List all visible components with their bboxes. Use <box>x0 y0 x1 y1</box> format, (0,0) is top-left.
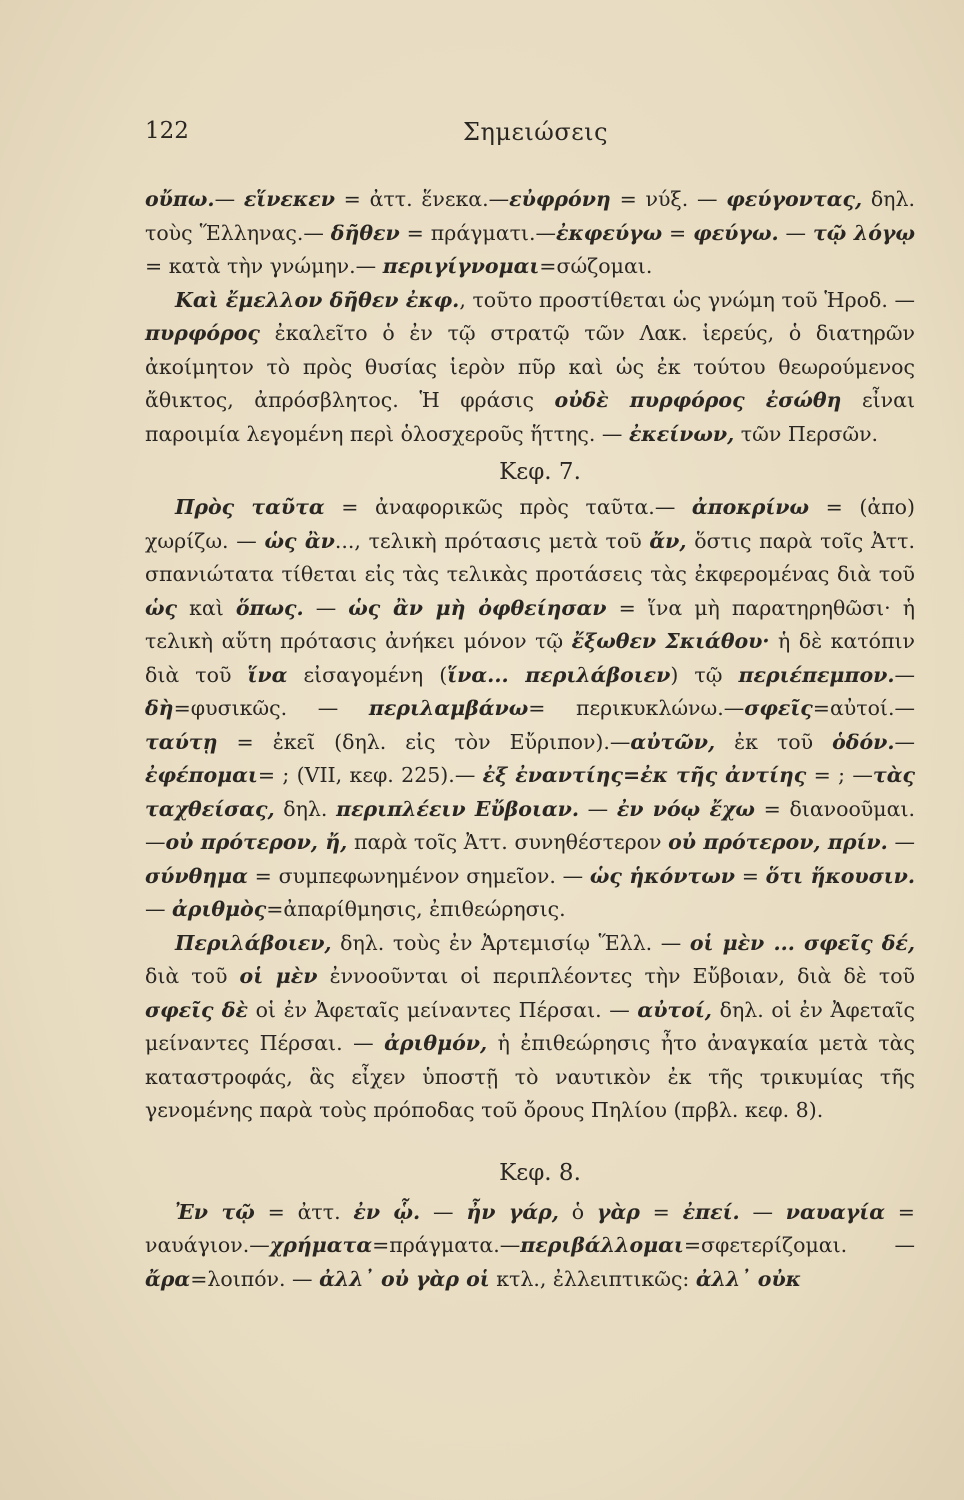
chapter-8-heading: Κεφ. 8. <box>499 1159 581 1186</box>
page-body <box>145 183 915 1296</box>
chapter-8-paragraph-1: Ἐν τῷ = ἀττ. ἐν ᾧ. — ἦν γάρ, ὁ γὰρ = ἐπεί. — ναυαγία = ναυάγιον.—χρήματα=πράγματα.—περιβάλλομαι=σφετερίζομαι. —ἄρα=λοιπόν. — ἀλλ᾽ οὐ γὰρ οἱ κτλ., ἐλλειπτικῶς: ἀλλ᾽ οὐκ <box>145 1199 915 1291</box>
page-number: 122 <box>145 118 189 144</box>
page-header <box>145 118 914 158</box>
chapter-7-paragraph-1: Πρὸς ταῦτα = ἀναφορικῶς πρὸς ταῦτα.— ἀποκρίνω = (ἀπο) χωρίζω. — ὡς ἂν..., τελικὴ πρότασις μετὰ τοῦ ἄν, ὅστις παρὰ τοῖς Ἀττ. σπανιώτατα τίθεται εἰς τὰς τελικὰς προτάσεις τὰς ἐκφερομένας διὰ τοῦ ὡς καὶ ὅπως. — ὡς ἂν μὴ ὀφθείησαν = ἵνα μὴ παρατηρηθῶσι· ἡ τελικὴ αὕτη πρότασις ἀνήκει μόνον τῷ ἔξωθεν Σκιάθου· ἡ δὲ κατόπιν διὰ τοῦ ἵνα εἰσαγομένη (ἵνα... περιλάβοιεν) τῷ περιέπεμπον.— δὴ=φυσικῶς. — περιλαμβάνω= περικυκλώνω.—σφεῖς=αὐτοί.—ταύτῃ = ἐκεῖ (δηλ. εἰς τὸν Εὔριπον).—αὐτῶν, ἐκ τοῦ ὁδόν.—ἐφέπομαι= ; (VII, κεφ. 225).— ἐξ ἐναντίης=ἐκ τῆς ἀντίης = ; —τὰς ταχθείσας, δηλ. περιπλέειν Εὔβοιαν. — ἐν νόῳ ἔχω = διανοοῦμαι.—οὐ πρότερον, ἤ, παρὰ τοῖς Ἀττ. συνηθέστερον οὐ πρότερον, πρίν. — σύνθημα = συμπεφωνημένον σημεῖον. — ὡς ἡκόντων = ὅτι ἥκουσιν. — ἀριθμὸς=ἀπαρίθμησις, ἐπιθεώρησις. <box>145 495 916 921</box>
running-head: Σημειώσεις <box>463 118 609 146</box>
paragraph-notes-1: οὔπω.— εἵνεκεν = ἀττ. ἕνεκα.—εὐφρόνη = νύξ. — φεύγοντας, δηλ. τοὺς Ἕλληνας.— δῆθεν = πράγματι.—ἐκφεύγω = φεύγω. — τῷ λόγῳ = κατὰ τὴν γνώμην.— περιγίγνομαι=σώζομαι. <box>145 187 915 278</box>
chapter-7-heading: Κεφ. 7. <box>499 459 581 485</box>
paragraph-notes-2: Καὶ ἔμελλον δῆθεν ἐκφ., τοῦτο προστίθεται ὡς γνώμη τοῦ Ἡροδ. — πυρφόρος ἐκαλεῖτο ὁ ἐν τῷ στρατῷ τῶν Λακ. ἱερεύς, ὁ διατηρῶν ἀκοίμητον τὸ πρὸς θυσίας ἱερὸν πῦρ καὶ ὡς ἐκ τούτου θεωρούμενος ἄθικτος, ἀπρόσβλητος. Ἡ φράσις οὐδὲ πυρφόρος ἐσώθη εἶναι παροιμία λεγομένη περὶ ὁλοσχεροῦς ἥττης. — ἐκείνων, τῶν Περσῶν. <box>145 287 915 446</box>
chapter-7-paragraph-2: Περιλάβοιεν, δηλ. τοὺς ἐν Ἀρτεμισίῳ Ἕλλ. — οἱ μὲν ... σφεῖς δέ, διὰ τοῦ οἱ μὲν ἐννοοῦνται οἱ περιπλέοντες τὴν Εὔβοιαν, διὰ δὲ τοῦ σφεῖς δὲ οἱ ἐν Ἀφεταῖς μείναντες Πέρσαι. — αὐτοί, δηλ. οἱ ἐν Ἀφεταῖς μείναντες Πέρσαι. — ἀριθμόν, ἡ ἐπιθεώρησις ἦτο ἀναγκαία μετὰ τὰς καταστροφάς, ἃς εἶχεν ὑποστῇ τὸ ναυτικὸν ἐκ τῆς τρικυμίας τῆς γενομένης παρὰ τοὺς πρόποδας τοῦ ὄρους Πηλίου (πρβλ. κεφ. 8). <box>145 930 916 1122</box>
